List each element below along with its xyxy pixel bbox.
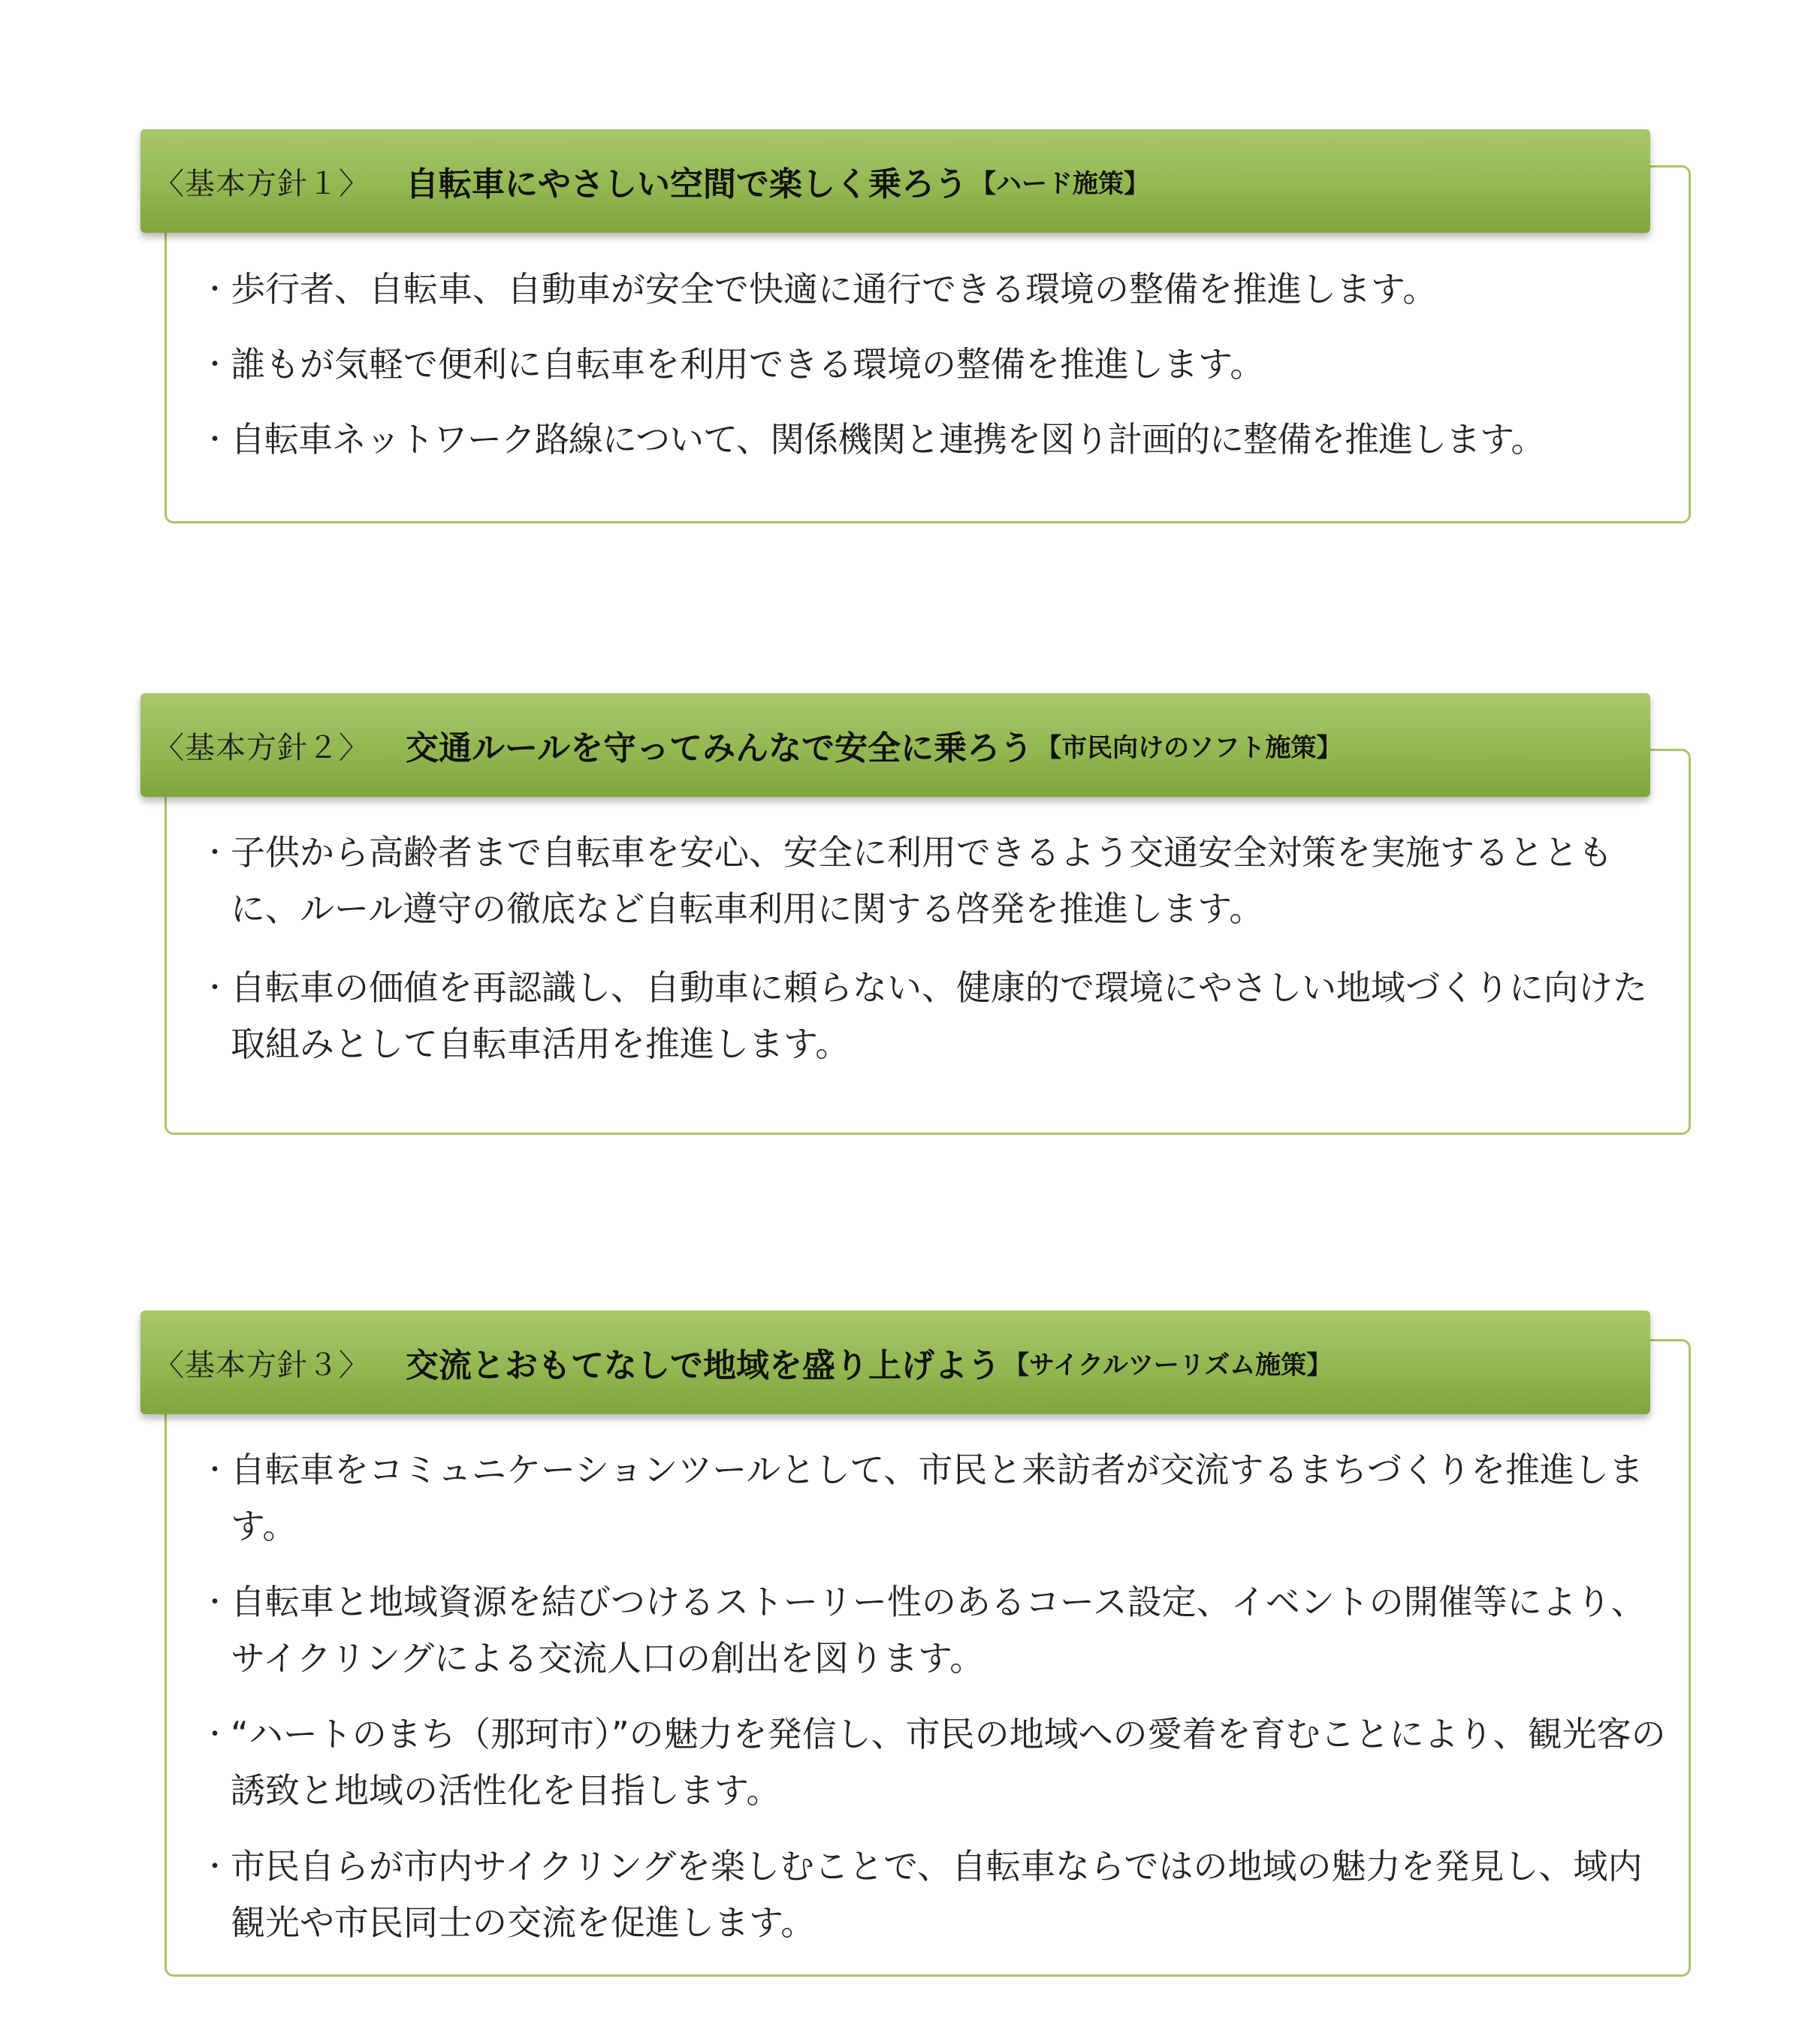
list-item-text: 自転車の価値を再認識し、自動車に頼らない、健康的で環境にやさしい地域づくりに向けた取組みとして自転車活用を推進します。: [231, 967, 1647, 1064]
list-item: [197, 261, 1669, 318]
policy-item-list: [197, 1442, 1669, 1971]
policy-item-list: [197, 825, 1669, 1095]
list-item-text: 自転車と地域資源を結びつけるストーリー性のあるコース設定、イベントの開催等により、サイクリングによる交流人口の創出を図ります。: [231, 1582, 1646, 1679]
bullet: ・: [201, 1851, 229, 1882]
policy-header: [140, 129, 1650, 233]
list-item-text: “ハートのまち（那珂市）”の魅力を発信し、市民の地域への愛着を育むことにより、観光客の誘致と地域の活性化を目指します。: [231, 1714, 1666, 1811]
policy-tag: 【サイクルツーリズム施策】: [1004, 1350, 1333, 1380]
list-item-text: 自転車ネットワーク路線について、関係機関と連携を図り計画的に整備を推進します。: [231, 419, 1545, 460]
policy-header: [140, 693, 1650, 797]
list-item: [197, 1442, 1669, 1555]
list-item: [197, 1706, 1669, 1819]
bullet: ・: [201, 1455, 229, 1486]
list-item: [197, 336, 1669, 393]
bullet: ・: [201, 274, 229, 305]
list-item-text: 子供から高齢者まで自転車を安心、安全に利用できるよう交通安全対策を実施するとともに、ルール遵守の徹底など自転車利用に関する啓発を推進します。: [231, 832, 1613, 929]
policy-tag: 【市民向けのソフト施策】: [1036, 732, 1342, 763]
list-item: [197, 960, 1669, 1072]
policy-label: 〈基本方針２〉: [154, 730, 370, 765]
policy-title: 交流とおもてなしで地域を盛り上げよう: [406, 1347, 1001, 1385]
bullet: ・: [201, 1719, 229, 1750]
policy-label: 〈基本方針１〉: [154, 166, 370, 201]
bullet: ・: [201, 424, 229, 455]
policy-title: 交通ルールを守ってみんなで安全に乗ろう: [406, 729, 1034, 768]
list-item-text: 誰もが気軽で便利に自転車を利用できる環境の整備を推進します。: [231, 344, 1265, 385]
list-item: [197, 1574, 1669, 1687]
list-item-text: 自転車をコミュニケーションツールとして、市民と来訪者が交流するまちづくりを推進します。: [231, 1449, 1643, 1546]
list-item-text: 歩行者、自転車、自動車が安全で快適に通行できる環境の整備を推進します。: [231, 269, 1438, 309]
bullet: ・: [201, 1587, 229, 1618]
list-item-text: 市民自らが市内サイクリングを楽しむことで、自転車ならではの地域の魅力を発見し、域内観光や市民同士の交流を促進します。: [231, 1846, 1643, 1943]
policy-title: 自転車にやさしい空間で楽しく乗ろう: [406, 165, 967, 204]
policy-item-list: [197, 261, 1669, 487]
bullet: ・: [201, 349, 229, 380]
list-item: [197, 825, 1669, 937]
policy-tag: 【ハード施策】: [970, 168, 1149, 199]
bullet: ・: [201, 837, 229, 868]
policy-label: 〈基本方針３〉: [154, 1347, 370, 1383]
bullet: ・: [201, 973, 229, 1003]
list-item: [197, 412, 1669, 468]
policy-header: [140, 1311, 1650, 1414]
list-item: [197, 1839, 1669, 1951]
